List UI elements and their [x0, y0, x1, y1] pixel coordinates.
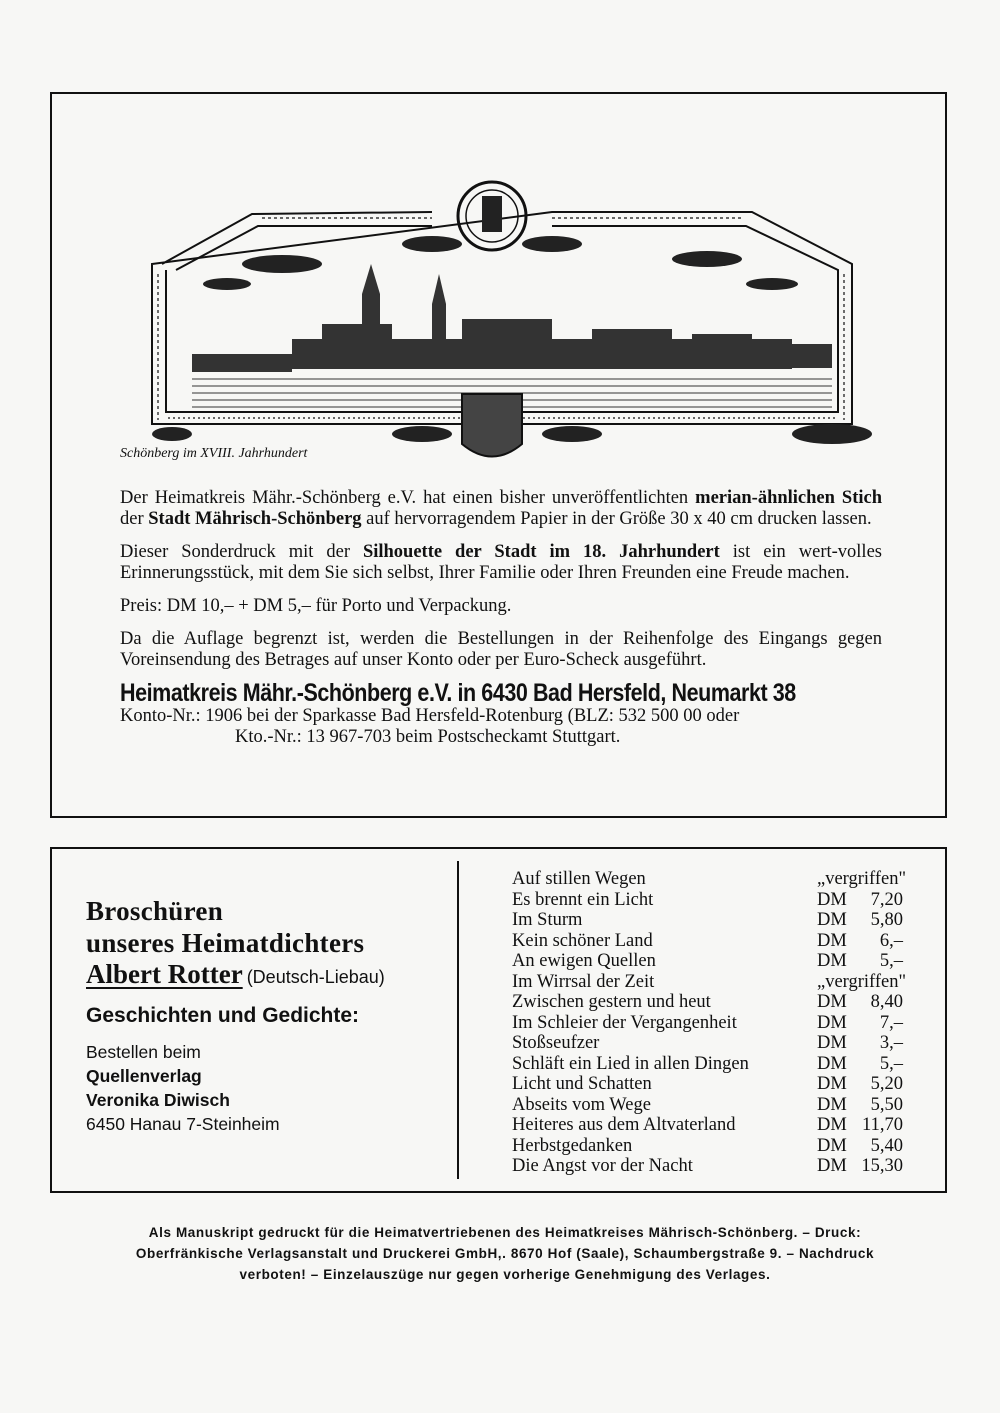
currency-label: DM [817, 992, 847, 1012]
brochure-price [817, 1136, 903, 1157]
brochure-row [512, 931, 937, 952]
brochure-title: Auf stillen Wegen [512, 869, 646, 889]
brochure-title: Im Schleier der Vergangenheit [512, 1012, 737, 1033]
brochure-title: Heiteres aus dem Altvaterland [512, 1115, 736, 1135]
brochure-price [817, 951, 903, 972]
imprint-line-1: Als Manuskript gedruckt für die Heimatvertriebenen des Heimatkreises Mährisch-Schönberg. – Druck: [148, 1225, 862, 1240]
brochure-price [817, 1095, 903, 1116]
price-amount: 5,80 [870, 910, 903, 930]
currency-label: DM [817, 1156, 847, 1176]
brochures-subtitle: Geschichten und Gedichte: [86, 1004, 360, 1027]
brochures-heading-line-1: Broschüren [86, 896, 224, 926]
currency-label: DM [817, 1074, 847, 1094]
publisher-owner: Veronika Diwisch [86, 1090, 230, 1110]
brochure-row [512, 890, 937, 911]
brochure-title: Kein schöner Land [512, 930, 653, 951]
price-amount: 5,50 [870, 1094, 903, 1115]
brochure-price [817, 1054, 903, 1075]
body-text: Dieser Sonderdruck mit der [120, 542, 363, 562]
account-info [120, 706, 882, 748]
imprint-footer [80, 1222, 930, 1285]
currency-label: DM [817, 1094, 847, 1115]
imprint-line-3: verboten! – Einzelauszüge nur gegen vorherige Genehmigung des Verlages. [239, 1267, 771, 1282]
brochure-price [817, 910, 903, 931]
brochure-title: Stoßseufzer [512, 1033, 600, 1053]
brochure-price [817, 1115, 903, 1136]
price-amount: 7,– [879, 1012, 903, 1033]
brochure-price [817, 1156, 903, 1177]
emphasis-text: Silhouette der Stadt im 18. Jahrhundert [362, 542, 720, 562]
brochures-box [50, 847, 947, 1193]
currency-label: DM [817, 930, 847, 951]
address-heading: Heimatkreis Mähr.-Schönberg e.V. in 6430 Bad Hersfeld, Neumarkt 38 [120, 679, 796, 707]
brochure-title: Im Sturm [512, 910, 583, 930]
notice-paragraph-2 [120, 542, 882, 584]
price-line: Preis: DM 10,– + DM 5,– für Porto und Verpackung. [120, 596, 512, 616]
currency-label: DM [817, 910, 847, 930]
price-amount: 7,20 [870, 889, 903, 910]
price-amount: 5,– [879, 951, 903, 971]
author-line [86, 959, 446, 990]
brochure-row [512, 1136, 937, 1157]
publisher-name: Quellenverlag [86, 1066, 202, 1086]
currency-label: DM [817, 1033, 847, 1053]
brochure-price [817, 1074, 903, 1095]
brochure-row [512, 992, 937, 1013]
brochure-price [817, 972, 906, 993]
brochure-row [512, 1074, 937, 1095]
currency-label: DM [817, 1115, 847, 1135]
column-divider [457, 861, 459, 1179]
emphasis-text: Stadt Mährisch-Schönberg [148, 509, 362, 529]
author-origin: (Deutsch-Liebau) [246, 967, 385, 987]
publisher-address: 6450 Hanau 7-Steinheim [86, 1114, 280, 1134]
body-text: ist ein wert-volles Erinnerungsstück, mit dem Sie sich selbst, Ihrer Familie oder Ihren Freunden eine Freude machen. [120, 542, 882, 583]
brochure-title: Abseits vom Wege [512, 1094, 651, 1115]
notice-paragraph-1 [120, 488, 882, 530]
brochures-heading-line-2: unseres Heimatdichters [86, 928, 365, 958]
brochure-row [512, 1115, 937, 1136]
engraving-caption: Schönberg im XVIII. Jahrhundert [120, 446, 308, 461]
brochure-title: Im Wirrsal der Zeit [512, 971, 655, 992]
price-amount: 6,– [879, 930, 903, 951]
out-of-print-label: „vergriffen" [817, 869, 907, 889]
brochure-row [512, 869, 937, 890]
body-text: Der Heimatkreis Mähr.-Schönberg e.V. hat einen bisher unveröffentlichten [120, 488, 696, 508]
order-address [86, 1040, 446, 1136]
body-text: der [120, 509, 149, 529]
price-amount: 8,40 [870, 992, 903, 1012]
brochure-title: An ewigen Quellen [512, 951, 656, 971]
order-line-1: Bestellen beim [86, 1042, 201, 1062]
price-amount: 5,40 [870, 1135, 903, 1156]
brochure-title: Schläft ein Lied in allen Dingen [512, 1053, 749, 1074]
brochure-price [817, 1033, 903, 1054]
notice-box [50, 92, 947, 818]
price-amount: 3,– [879, 1033, 903, 1053]
brochure-price [817, 890, 903, 911]
price-amount: 5,– [879, 1053, 903, 1074]
brochure-row [512, 1054, 937, 1075]
brochure-title: Herbstgedanken [512, 1135, 633, 1156]
brochure-title: Es brennt ein Licht [512, 889, 654, 910]
currency-label: DM [817, 951, 847, 971]
notice-paragraph-4: Da die Auflage begrenzt ist, werden die Bestellungen in der Reihenfolge des Eingangs gegen Voreinsendung des Betrages auf unser Konto oder per Euro-Scheck ausgeführt. [120, 629, 882, 670]
brochure-price [817, 1013, 903, 1034]
brochure-row [512, 1033, 937, 1054]
brochure-title: Die Angst vor der Nacht [512, 1156, 693, 1176]
brochure-row [512, 910, 937, 931]
brochure-row [512, 1156, 937, 1177]
emphasis-text: merian-ähnlichen Stich [695, 488, 882, 508]
currency-label: DM [817, 1012, 847, 1033]
price-amount: 5,20 [870, 1074, 903, 1094]
brochure-price [817, 869, 906, 890]
price-amount: 15,30 [861, 1156, 903, 1176]
out-of-print-label: „vergriffen" [817, 971, 907, 992]
author-name: Albert Rotter [86, 959, 243, 989]
imprint-line-2: Oberfränkische Verlagsanstalt und Druckerei GmbH,. 8670 Hof (Saale), Schaumbergstraße 9. – Nachdruck [135, 1246, 875, 1261]
brochures-info [86, 895, 446, 1136]
brochure-row [512, 1013, 937, 1034]
account-line-2: Kto.-Nr.: 13 967-703 beim Postscheckamt Stuttgart. [235, 727, 621, 747]
brochure-price [817, 992, 903, 1013]
brochure-row [512, 1095, 937, 1116]
currency-label: DM [817, 1053, 847, 1074]
brochure-price [817, 931, 903, 952]
body-text: auf hervorragendem Papier in der Größe 30 x 40 cm drucken lassen. [361, 509, 872, 529]
brochure-price-list [512, 869, 937, 1177]
currency-label: DM [817, 1135, 847, 1156]
brochure-row [512, 951, 937, 972]
currency-label: DM [817, 889, 847, 910]
price-amount: 11,70 [862, 1115, 903, 1135]
brochure-title: Zwischen gestern und heut [512, 992, 711, 1012]
notice-text [120, 488, 882, 748]
account-line-1: Konto-Nr.: 1906 bei der Sparkasse Bad Hersfeld-Rotenburg (BLZ: 532 500 00 oder [120, 706, 740, 726]
brochure-title: Licht und Schatten [512, 1074, 652, 1094]
brochure-row [512, 972, 937, 993]
